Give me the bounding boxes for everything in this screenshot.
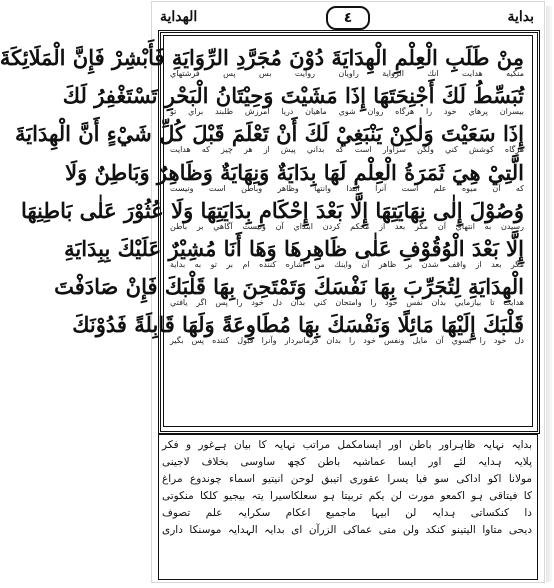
running-title-right: بداية <box>507 9 534 25</box>
interlinear-gloss: هرگاه كوشش كني ولكن سزاوار است كه بداني پيش از هر چيز كه هدايت <box>170 145 524 155</box>
interlinear-gloss: رسيدن به انتهاي آن مگر بعد از محكم كردن ابتداي آن ونيست آگاهي بر باطن <box>170 221 524 231</box>
page-header <box>158 6 538 30</box>
interlinear-gloss: بيسران پرهاي خود را هرگاه روان شوي ماهيان دريا آمرزش طلبند براي تو <box>170 107 524 117</box>
interlinear-gloss: دل خود را بسوي آن مايل ونفس خود را بدان فرمانبردار وآنرا قبول كننده پس بگير <box>170 336 524 346</box>
text-line <box>20 193 528 231</box>
arabic-line: الَّتِيْ هِيَ ثَمَرَةُ الْعِلْمِ لَهَا بِدَايَةٌ وَنِهَايَةٌ وَظَاهِرٌ وَبَاطِنٌ وَلَا <box>65 159 524 185</box>
text-line <box>64 231 528 269</box>
interlinear-gloss: منكيه هدايت انك الرواية راويان روايت بس پس فرشتهاي <box>170 69 524 78</box>
main-text-block <box>0 40 528 422</box>
footnote-line: دیحی متاوا الیتینو کنکد ولن متی عماکی الزرآن ای بدایہ الہدایہ موسنکا داری <box>162 524 532 536</box>
footnote-block <box>162 437 532 539</box>
arabic-line: الْهِدَايَةِ لِتُجَرِّبَ بِهَا نَفْسَكَ وَتَمْتَحِنَ بِهَا قَلْبَكَ فَإِنْ صَادَفْتَ <box>54 274 524 300</box>
text-line <box>0 40 528 78</box>
page-number: ٤ <box>326 6 370 30</box>
interlinear-gloss: كه آن ميوه علم است آنرا ابتدا وانتها وظاهر وباطن است ونيست <box>170 183 524 193</box>
footnote-line: پلایہ ہدایہ لئے اور ایسا عماشیہ باطن کچھ ساوسی بخلاف لاجینی <box>162 456 532 468</box>
running-title-left: الهداية <box>160 9 198 25</box>
interlinear-gloss: مگر بعد از واقف شدن بر ظاهر آن واينك من اشاره كننده ام بر تو به بداية <box>170 259 524 269</box>
interlinear-gloss: هدايت تا بيازمايي بدان نفس خود را وامتحان كني بدان دل خود را پس اگر يافتي <box>170 298 524 308</box>
arabic-line: وُصُوْلَ إِلٰى نِهَايَتِهَا إِلَّا بَعْدَ إِحْكَامِ بِدَايَتِهَا وَلَا عُثُوْرَ عَلٰى بَاطِنِهَا <box>20 197 524 223</box>
footnote-line: مولانا اکو اداکی سو فیا یسرا عقوری اتیبق لوحن انیتیو اسماء چوندوع مراغ <box>162 473 532 485</box>
arabic-line: قَلْبَكَ إِلَيْهَا مَائِلًا وَنَفْسَكَ بِهَا مُطَاوِعَةً وَلَهَا قَابِلَةً فَدُوْنَكَ <box>72 312 524 338</box>
arabic-line: إِلَّا بَعْدَ الْوُقُوْفِ عَلٰى ظَاهِرِهَا وَهَا أَنَا مُشِيْرٌ عَلَيْكَ بِبِدَايَةِ <box>64 235 524 261</box>
text-line <box>72 307 528 346</box>
arabic-line: مِنْ طَلَبِ الْعِلْمِ الْهِدَايَةَ دُوْنَ مُجَرَّدِ الرِّوَايَةِ فَأَبْشِرْ فَإِنَّ الْمَلَائِكَةَ <box>0 45 524 70</box>
footnote-line: بدایہ نہایہ ظاہراور باطن اور ایسامکمل مراتب نہایہ کا بیان ہےغور و فکر <box>162 439 532 451</box>
footnote-line: کا فیتاقی ہو اکمعو مورت لن یکم تربیتا ہو سعلکاسیرا یتہ بیجیو کلکا منکوتی <box>162 490 532 502</box>
footnote-line: دا کنکساتی ہدایہ لن ابیہا ماجمیع اعکام سکرایہ علم تصوف <box>162 507 532 519</box>
text-line <box>65 155 528 193</box>
arabic-line: إِذَا سَعَيْتَ وَلٰكِنْ يَنْبَغِيْ لَكَ أَنْ تَعْلَمَ قَبْلَ كُلِّ شَيْءٍ أَنَّ الْهِدَايَةَ <box>15 121 524 147</box>
page-edge-shadow <box>546 6 552 582</box>
text-line <box>54 269 528 308</box>
text-line <box>62 78 528 117</box>
arabic-line: تُبَسِّطُ لَكَ أَجْنِحَتَهَا إِذَا مَشَيْتَ وَحِيْتَانُ الْبَحْرِ تَسْتَغْفِرُ لَكَ <box>62 83 524 109</box>
text-line <box>15 116 528 155</box>
